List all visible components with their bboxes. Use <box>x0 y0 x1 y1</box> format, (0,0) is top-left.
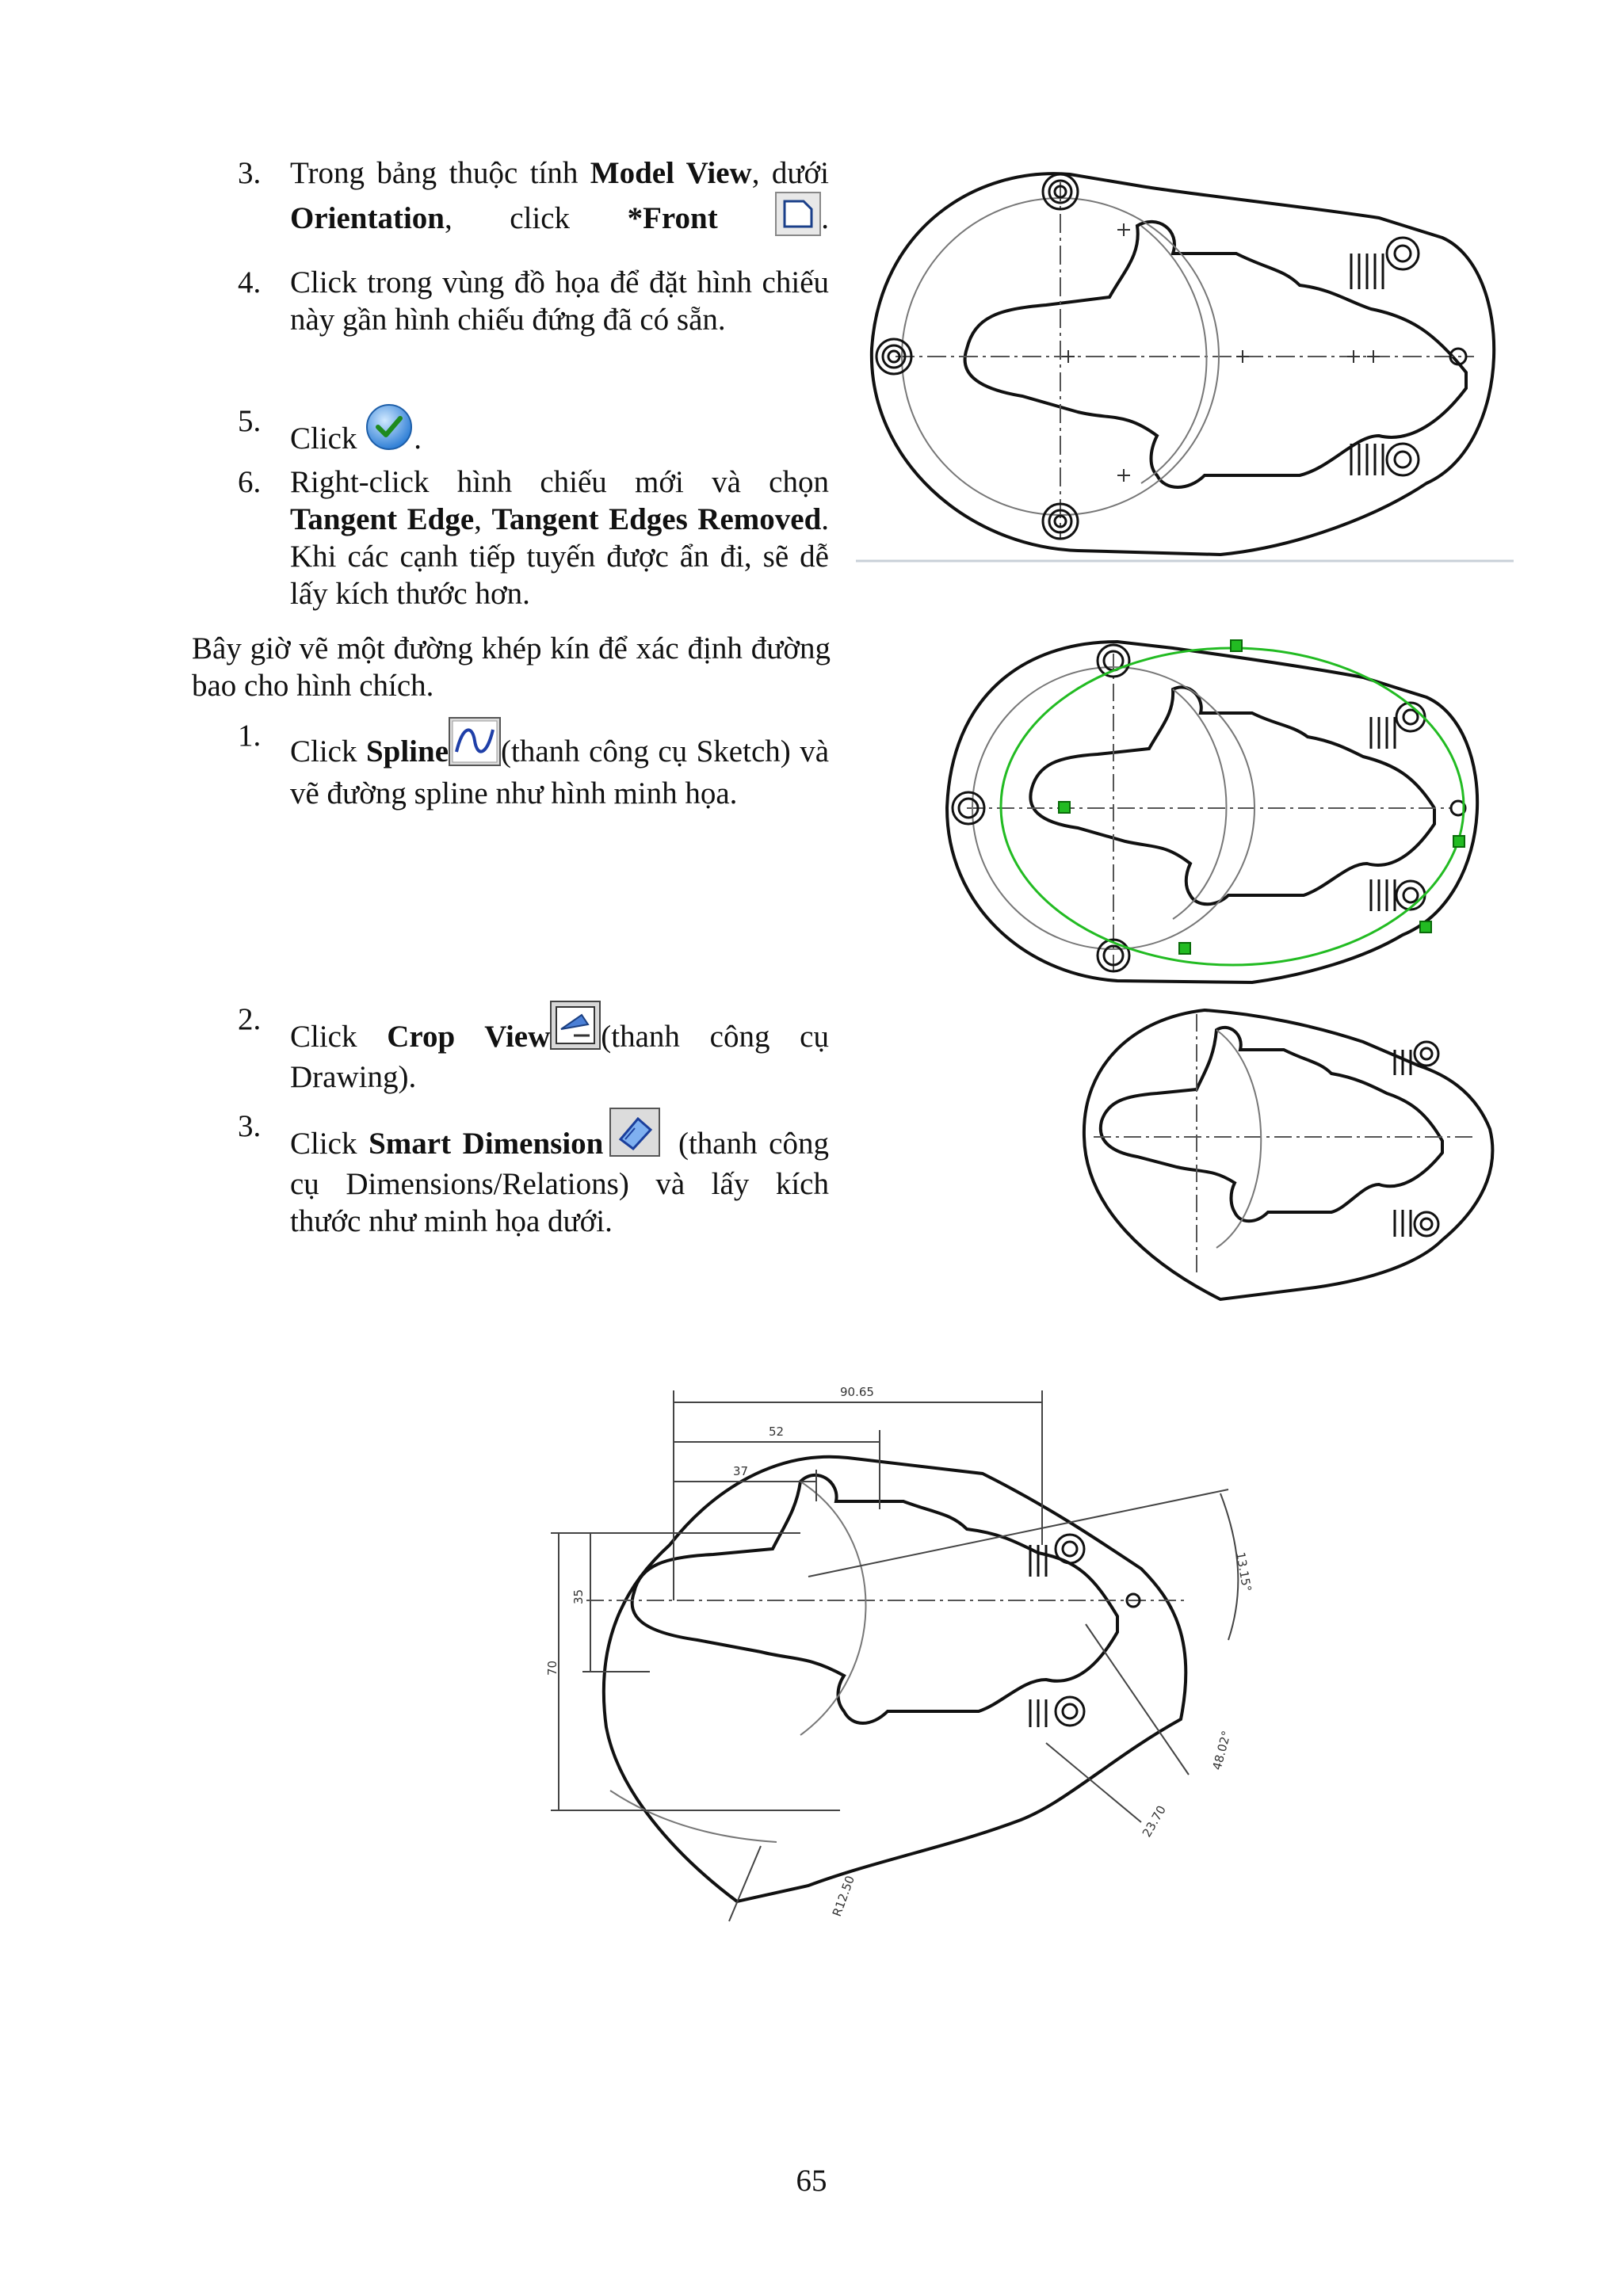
orientation-label: Orientation <box>290 201 445 235</box>
dim-angle-13: 13.15° <box>1233 1550 1254 1593</box>
tangent-edges-removed-label: Tangent Edges Removed <box>491 502 822 536</box>
figure-front-view <box>856 151 1514 570</box>
intro-paragraph: Bây giờ vẽ một đường khép kín để xác định đường bao cho hình chích. <box>192 631 831 703</box>
step-text: (thanh công cụ Dimensions/Relations) và lấy kích thước như minh họa dưới. <box>290 1127 829 1238</box>
step-body <box>290 1108 829 1240</box>
crop-view-label: Crop View <box>387 1020 551 1054</box>
dim-70: 70 <box>545 1660 559 1676</box>
step-text: Trong bảng thuộc tính <box>290 156 590 190</box>
dim-35: 35 <box>571 1589 586 1604</box>
ok-check-icon[interactable] <box>365 402 414 460</box>
step-text: (thanh công cụ Sketch) và vẽ đường spline như hình minh họa. <box>290 734 829 810</box>
dim-37: 37 <box>733 1464 749 1478</box>
step-body <box>290 1001 829 1096</box>
crop-view-icon[interactable] <box>550 1001 601 1058</box>
step-text: . Khi các cạnh tiếp tuyến được ẩn đi, sẽ dễ lấy kích thước hơn. <box>290 502 830 611</box>
step-body <box>290 402 829 460</box>
dim-radius: R12.50 <box>829 1874 858 1919</box>
step-text: , <box>474 502 492 536</box>
step-text: Click <box>290 1127 369 1161</box>
dim-23-70: 23.70 <box>1139 1802 1169 1840</box>
front-view-icon[interactable] <box>775 192 821 245</box>
spline-label: Spline <box>365 734 449 769</box>
step-3-orientation <box>238 154 832 242</box>
step-number: 3. <box>238 1109 262 1143</box>
figure-cropped-view <box>1078 1002 1506 1307</box>
tangent-edge-label: Tangent Edge <box>290 502 475 536</box>
dim-52: 52 <box>769 1425 785 1439</box>
step-text: , dưới <box>751 156 829 190</box>
step-number: 1. <box>238 719 262 753</box>
step-text: Click <box>290 1020 388 1054</box>
step-body <box>290 154 829 245</box>
step-2-crop-view <box>238 1001 832 1096</box>
step-text: Click <box>290 734 366 769</box>
step-6-tangent-edges <box>238 463 832 622</box>
step-number: 4. <box>238 265 262 299</box>
page-number: 65 <box>796 2164 827 2198</box>
step-text: (thanh công cụ Drawing). <box>290 1020 829 1094</box>
step-4-place-view <box>238 264 832 383</box>
step-text: Right-click hình chiếu mới và chọn <box>290 465 829 499</box>
smart-dimension-label: Smart Dimension <box>369 1127 604 1161</box>
step-body <box>290 463 829 612</box>
front-label: *Front <box>627 201 718 235</box>
step-number: 6. <box>238 465 262 499</box>
step-body <box>290 717 829 812</box>
step-5-click-ok <box>238 402 832 456</box>
figure-spline-sketch <box>935 634 1506 990</box>
spline-icon[interactable] <box>449 717 501 775</box>
smart-dimension-icon[interactable] <box>609 1108 660 1165</box>
figure-dimensioned-view <box>539 1363 1268 1933</box>
step-number: 2. <box>238 1002 262 1036</box>
model-view-label: Model View <box>590 156 752 190</box>
step-text: , click <box>444 201 628 235</box>
dim-90-65: 90.65 <box>840 1385 874 1399</box>
step-text: . <box>821 201 830 235</box>
step-body: Click trong vùng đồ họa để đặt hình chiếu này gần hình chiếu đứng đã có sẵn. <box>290 265 829 337</box>
step-text: Click <box>290 421 357 456</box>
dim-angle-48: 48.02° <box>1209 1729 1234 1772</box>
step-text: . <box>414 421 422 456</box>
step-number: 3. <box>238 156 262 190</box>
step-3-smart-dimension <box>238 1108 832 1242</box>
step-number: 5. <box>238 404 262 438</box>
step-1-spline <box>238 717 832 828</box>
